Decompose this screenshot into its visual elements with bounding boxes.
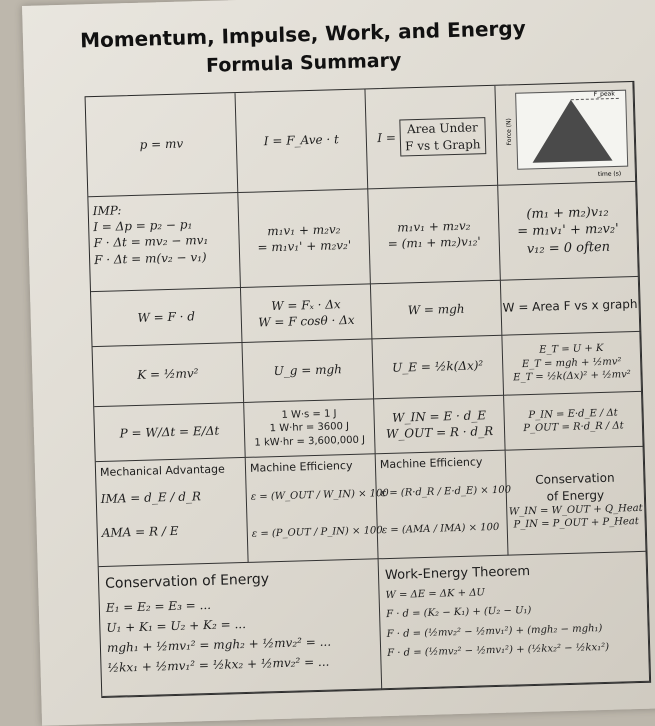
- wet-line-1: W = ΔE = ΔK + ΔU: [385, 586, 486, 601]
- force-time-graph-cell: [495, 82, 636, 186]
- coe-line-3: mgh₁ + ½mv₁² = mgh₂ + ½mv₂² = ...: [106, 634, 332, 656]
- work-mgh-formula: W = mgh: [407, 301, 465, 318]
- work-fd-formula: W = F · d: [137, 309, 196, 325]
- inelastic-line-1: m₁v₁ + m₂v₂: [397, 218, 471, 235]
- cons-label-2: of Energy: [546, 487, 605, 504]
- imp-line-1: I = Δp = p₂ − p₁: [93, 217, 193, 235]
- eff-ratio-formula: ε = (AMA / IMA) × 100: [381, 522, 500, 537]
- explosion-line-2: = m₁v₁' + m₂v₂': [517, 221, 619, 240]
- conservation-energy-cell: [99, 559, 383, 697]
- explosion-line-3: v₁₂ = 0 often: [526, 239, 611, 257]
- win-line: W_IN = E · d_E: [391, 408, 487, 425]
- graph-y-label: Force (N): [505, 118, 514, 146]
- total-line-3: E_T = ½k(Δx)² + ½mv²: [513, 369, 632, 384]
- momentum-cell: [86, 93, 239, 197]
- work-energy-theorem-cell: [379, 552, 651, 689]
- impulse-area-prefix: I =: [377, 131, 397, 146]
- graph-x-label: time (s): [597, 170, 622, 178]
- work-fd-cell: [91, 288, 242, 347]
- cons-label-1: Conservation: [535, 470, 615, 488]
- impulse-cell: [236, 89, 369, 193]
- momentum-formula: p = mv: [139, 136, 184, 153]
- elastic-pe-formula: U_E = ½k(Δx)²: [392, 358, 484, 376]
- elastic-line-2: = m₁v₁' + m₂v₂': [257, 237, 352, 255]
- units-line-2: 1 W·hr = 3600 J: [269, 421, 350, 435]
- wet-line-3: F · d = (½mv₂² − ½mv₁²) + (mgh₂ − mgh₁): [386, 622, 603, 640]
- force-time-graph: [495, 82, 634, 184]
- work-line-1: W = Fₓ · Δx: [271, 297, 341, 313]
- coe-line-2: U₁ + K₁ = U₂ + K₂ = ...: [106, 617, 247, 635]
- kinetic-formula: K = ½mv²: [137, 366, 199, 383]
- pout-line: P_OUT = R·d_R / Δt: [523, 420, 624, 435]
- me-label-2: Machine Efficiency: [379, 455, 483, 472]
- impulse-area-cell: [365, 86, 498, 190]
- impulse-area-line1: Area Under: [406, 120, 478, 137]
- work-graph-formula: W = Area F vs x graph: [502, 296, 638, 315]
- total-line-2: E_T = mgh + ½mv²: [521, 356, 622, 370]
- elastic-collision-cell: [238, 189, 371, 288]
- eff-work-formula: ε = (W_OUT / W_IN) × 100: [250, 487, 389, 503]
- wet-label: Work-Energy Theorem: [384, 564, 531, 584]
- ima-formula: IMA = d_E / d_R: [100, 489, 202, 506]
- kinetic-energy-cell: [93, 343, 245, 407]
- units-line-3: 1 kW·hr = 3,600,000 J: [254, 434, 366, 449]
- ama-formula: AMA = R / E: [101, 523, 179, 541]
- wet-line-4: F · d = (½mv₂² − ½mv₁²) + (½kx₂² − ½kx₁²): [387, 641, 610, 660]
- elastic-line-1: m₁v₁ + m₂v₂: [267, 222, 341, 239]
- total-line-1: E_T = U + K: [538, 343, 604, 356]
- cons-line-1: W_IN = W_OUT + Q_Heat: [508, 502, 643, 518]
- conservation-machines-cell: [506, 447, 647, 556]
- grav-pe-cell: [242, 339, 374, 403]
- imp-line-2: F · Δt = mv₂ − mv₁: [93, 233, 209, 251]
- machine-power-cell: [504, 392, 643, 451]
- coe-line-1: E₁ = E₂ = E₃ = ...: [105, 597, 212, 615]
- impulse-momentum-cell: [88, 193, 241, 292]
- work-graph-cell: [501, 277, 640, 336]
- impulse-area-box: [399, 117, 485, 156]
- work-mgh-cell: [371, 281, 502, 340]
- wet-line-2: F · d = (K₂ − K₁) + (U₂ − U₁): [385, 605, 532, 621]
- wout-line: W_OUT = R · d_R: [385, 424, 494, 442]
- eff-force-formula: ε = (R·d_R / E·d_E) × 100: [380, 484, 512, 500]
- power-cell: [94, 403, 245, 462]
- work-line-2: W = F cosθ · Δx: [258, 312, 355, 330]
- pin-line: P_IN = E·d_E / Δt: [528, 407, 618, 421]
- grav-pe-formula: U_g = mgh: [273, 362, 343, 379]
- eff-power-formula: ε = (P_OUT / P_IN) × 100: [251, 525, 383, 541]
- efficiency-force-cell: [376, 451, 512, 560]
- units-line-1: 1 W·s = 1 J: [281, 408, 337, 421]
- page-subtitle: Formula Summary: [205, 49, 402, 77]
- page-title: Momentum, Impulse, Work, and Energy: [79, 15, 527, 53]
- graph-peak-label: F_peak: [593, 90, 615, 99]
- coe-line-4: ½kx₁ + ½mv₁² = ½kx₂ + ½mv₂² = ...: [107, 655, 330, 676]
- efficiency-work-cell: [246, 454, 389, 563]
- impulse-area-line2: F vs t Graph: [404, 136, 481, 153]
- inelastic-line-2: = (m₁ + m₂)v₁₂': [387, 234, 481, 251]
- formula-table: [85, 81, 652, 698]
- mechanical-advantage-cell: [96, 458, 249, 567]
- inelastic-collision-cell: [368, 186, 501, 285]
- machine-work-cell: [374, 396, 505, 455]
- explosion-cell: [498, 182, 639, 281]
- me-label-1: Machine Efficiency: [249, 458, 353, 475]
- imp-line-3: F · Δt = m(v₂ − v₁): [93, 249, 207, 267]
- power-formula: P = W/Δt = E/Δt: [119, 423, 220, 441]
- work-component-cell: [241, 284, 372, 343]
- explosion-line-1: (m₁ + m₂)v₁₂: [526, 204, 609, 222]
- ma-label: Mechanical Advantage: [99, 462, 225, 479]
- elastic-pe-cell: [372, 336, 504, 400]
- impulse-formula: I = F_Ave · t: [263, 132, 340, 149]
- cons-line-2: P_IN = P_OUT + P_Heat: [513, 516, 639, 531]
- total-energy-cell: [502, 332, 642, 396]
- formula-sheet: [22, 0, 655, 726]
- energy-units-cell: [244, 399, 375, 458]
- coe-label: Conservation of Energy: [104, 571, 270, 592]
- imp-label: IMP:: [92, 203, 122, 219]
